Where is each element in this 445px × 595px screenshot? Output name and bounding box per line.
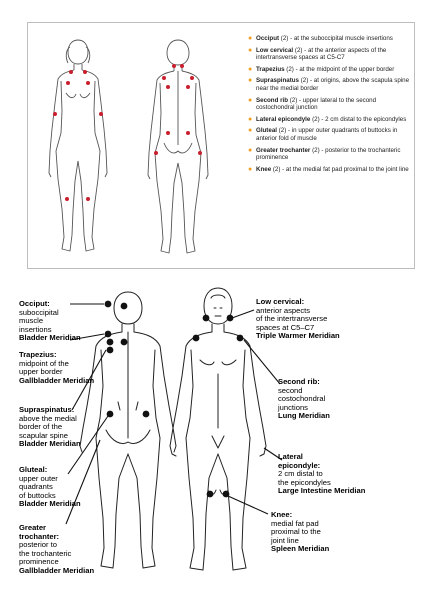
tender-point (66, 81, 70, 85)
label-gluteal: Gluteal: upper outer quadrants of buttocks Bladder Meridian (19, 465, 81, 509)
label-lateral-epicondyle: Lateral epicondyle: 2 cm distal to the epicondyles Large Intestine Meridian (278, 452, 366, 496)
label-second-rib: Second rib: second costochondral junctions Lung Meridian (278, 377, 330, 421)
bullet-icon: ● (248, 46, 253, 54)
tender-point (107, 339, 114, 346)
bullet-icon: ● (248, 165, 253, 173)
tender-point (69, 70, 73, 74)
front-body-outline (170, 288, 266, 570)
tender-point (105, 331, 112, 338)
tender-point (180, 64, 184, 68)
list-item: ● Supraspinatus (2) - at origins, above the scapula spine near the medial border (248, 77, 410, 92)
tender-point (162, 76, 166, 80)
tender-point (143, 411, 150, 418)
tender-points-front-back-figures (28, 23, 243, 268)
bullet-icon: ● (248, 35, 253, 42)
tender-point (121, 339, 128, 346)
list-item: ● Occiput (2) - at the suboccipital muscle insertions (248, 35, 393, 42)
tender-point (207, 491, 214, 498)
tender-point (53, 112, 57, 116)
bottom-tender-points (105, 301, 244, 498)
tender-point (172, 64, 176, 68)
tender-point (237, 335, 244, 342)
tender-point (198, 151, 202, 155)
tender-point (203, 315, 210, 322)
tender-point (166, 131, 170, 135)
bullet-icon: ● (248, 127, 253, 135)
bullet-icon: ● (248, 77, 253, 85)
tender-point (186, 131, 190, 135)
bullet-icon: ● (248, 115, 253, 123)
list-item: ● Low cervical (2) - at the anterior aspects of the intertransverse spaces at C5-C7 (248, 46, 387, 62)
leader-line (232, 310, 254, 318)
tender-point (193, 335, 200, 342)
tender-point-list (248, 35, 414, 177)
tender-point (186, 85, 190, 89)
tender-point (86, 81, 90, 85)
tender-point (121, 303, 128, 310)
tender-point (166, 85, 170, 89)
list-item: ● Lateral epicondyle (2) - 2 cm distal to the epicondyles (248, 115, 407, 123)
leader-line (244, 340, 280, 384)
tender-point (190, 76, 194, 80)
leader-line (228, 496, 268, 514)
label-knee: Knee: medial fat pad proximal to the joint line Spleen Meridian (271, 510, 330, 554)
label-trapezius: Trapezius: midpoint of the upper border Gallbladder Meridian (19, 350, 95, 385)
tender-point (154, 151, 158, 155)
tender-point (83, 70, 87, 74)
tender-point (65, 197, 69, 201)
list-item: ● Gluteal (2) - in upper outer quadrants of buttocks in anterior fold of muscle (248, 127, 398, 142)
label-low-cervical: Low cervical: anterior aspects of the intertransverse spaces at C5–C7 Triple Warmer Meridian (256, 297, 340, 341)
list-item: ● Second rib (2) - upper lateral to the second costochondral junction (248, 96, 377, 112)
back-figure-outline (148, 40, 208, 253)
tender-point (105, 301, 112, 308)
front-figure-outline (49, 40, 107, 251)
top-diagram-panel (27, 22, 415, 269)
bullet-icon: ● (248, 146, 253, 154)
bottom-diagram-panel (0, 278, 445, 595)
tender-point (86, 197, 90, 201)
bullet-icon: ● (248, 96, 253, 104)
tender-point (99, 112, 103, 116)
list-item: ● Trapezius (2) - at the midpoint of the upper border (248, 65, 395, 73)
list-item: ● Greater trochanter (2) - posterior to the trochanteric prominence (248, 146, 401, 162)
label-greater-trochanter: Greater trochanter: posterior to the trochanteric prominence Gallbladder Meridian (19, 523, 95, 575)
list-item: ● Knee (2) - at the medial fat pad proximal to the joint line (248, 165, 409, 173)
label-supraspinatus: Supraspinatus: above the medial border of the scapular spine Bladder Meridian (19, 405, 81, 449)
label-occiput: Occiput: suboccipital muscle insertions Bladder Meridian (19, 299, 81, 343)
tender-point (107, 347, 114, 354)
bullet-icon: ● (248, 65, 253, 73)
leader-lines (66, 304, 282, 524)
back-body-outline (80, 292, 176, 568)
